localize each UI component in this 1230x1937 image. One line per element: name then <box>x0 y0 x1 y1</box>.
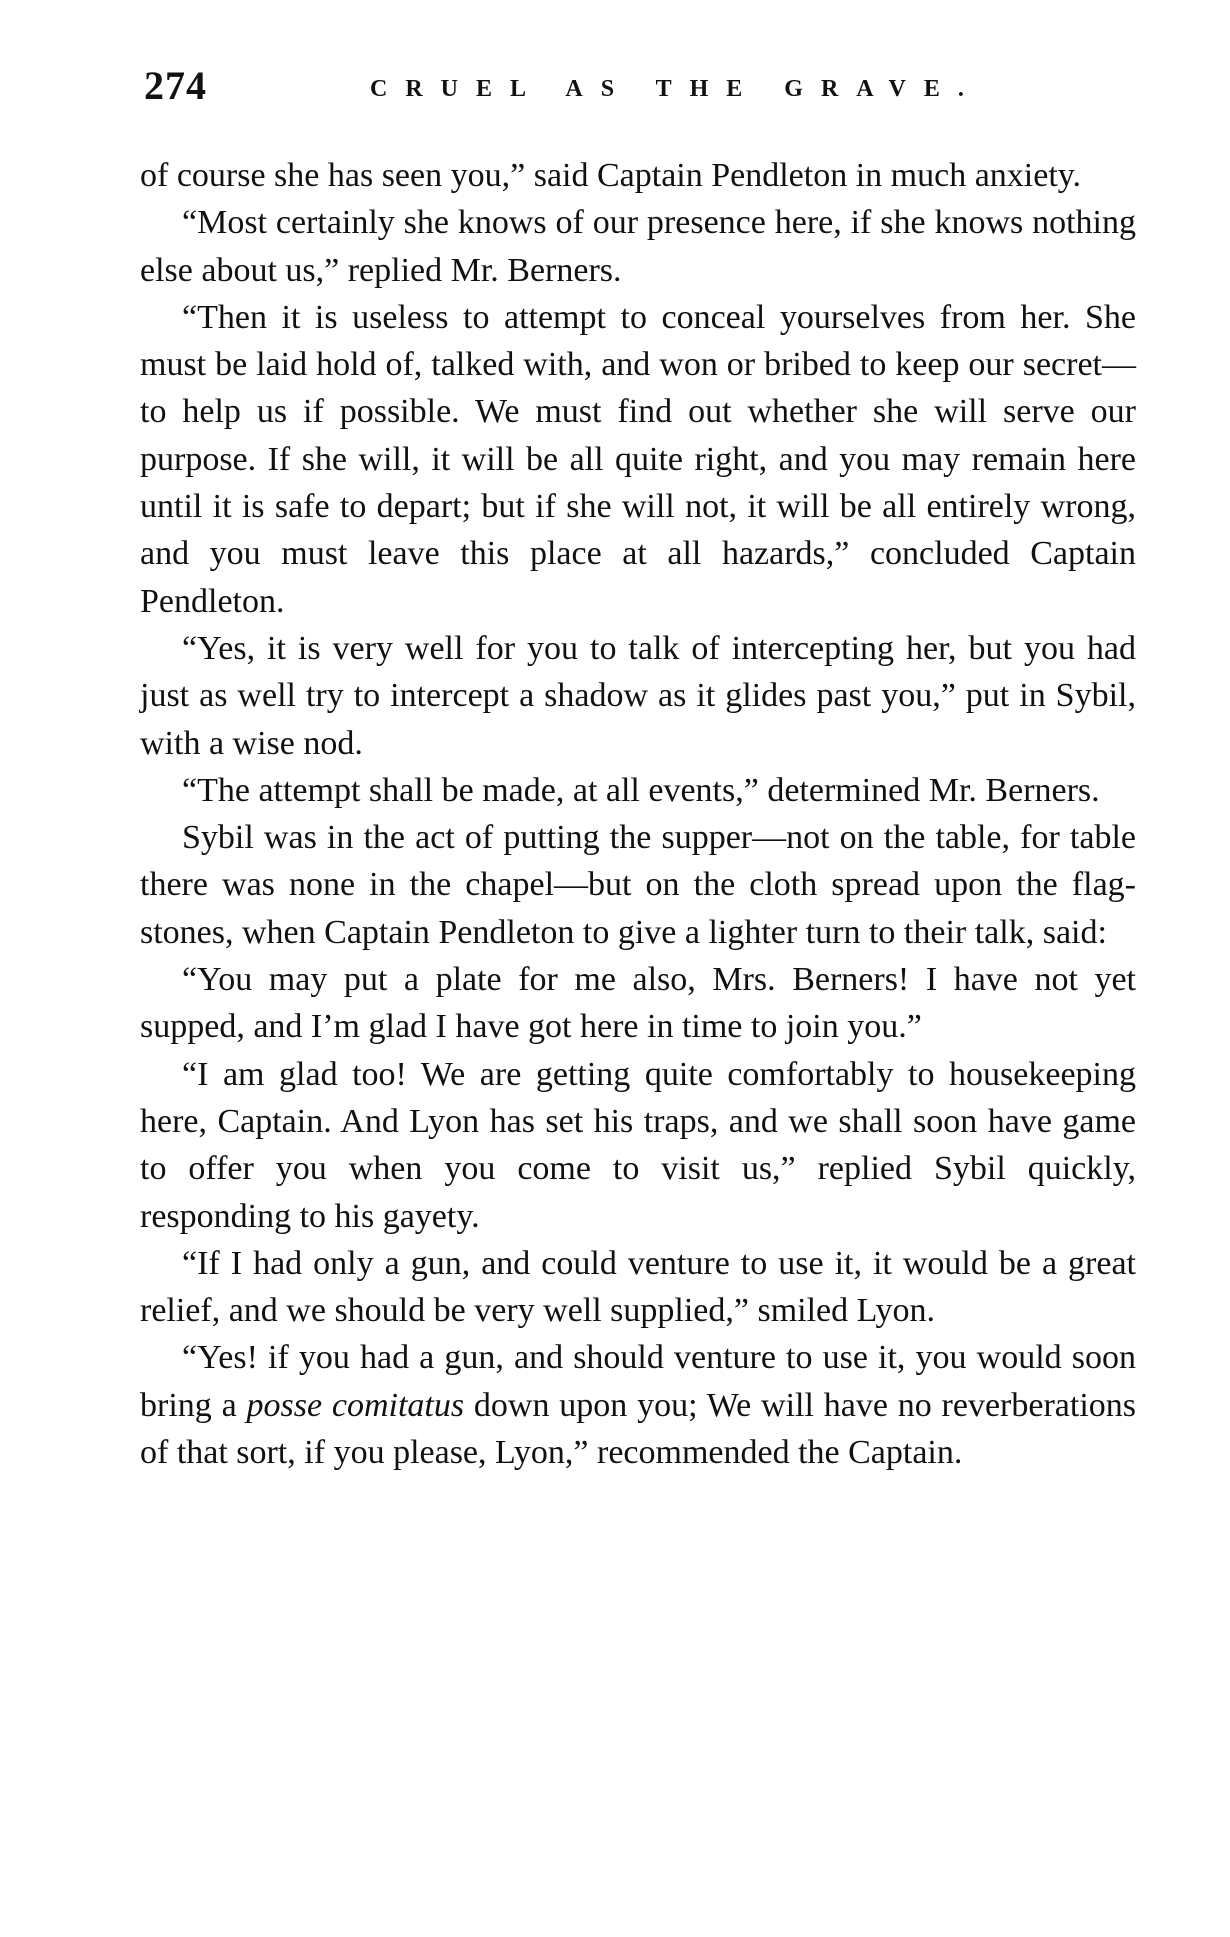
paragraph: “The attempt shall be made, at all events,” determined Mr. Berners. <box>182 771 1100 809</box>
paragraph: “You may put a plate for me also, Mrs. Berners! I have not yet supped, and I’m glad I have got here in time to join you.” <box>140 961 1136 1046</box>
paragraph-last <box>140 1334 1136 1476</box>
running-title: CRUEL AS THE GRAVE. <box>370 76 982 102</box>
paragraph-text: down upon you; We will have no reverberations of that sort, if you please, Lyon,” recommended the Captain. <box>140 1386 1137 1472</box>
page-number: 274 <box>144 63 207 108</box>
paragraph: “If I had only a gun, and could venture to use it, it would be a great relief, and we should be very well supplied,” smiled Lyon. <box>140 1244 1136 1330</box>
italic-phrase: posse comitatus <box>246 1386 465 1424</box>
paragraph: “Most certainly she knows of our presence here, if she knows nothing else about us,” replied Mr. Berners. <box>140 204 1136 289</box>
page-header <box>144 62 1140 122</box>
paragraph: “Yes, it is very well for you to talk of intercepting her, but you had just as well try to intercept a shadow as it glides past you,” put in Sybil, with a wise nod. <box>140 629 1136 762</box>
paragraph: Sybil was in the act of putting the supper—not on the table, for table there was none in the chapel—but on the cloth spread upon the flag-stones, when Captain Pendleton to give a lighter turn to their talk, said: <box>140 819 1136 951</box>
body-text <box>140 152 1136 1476</box>
paragraph: “Then it is useless to attempt to conceal yourselves from her. She must be laid hold of, talked with, and won or bribed to keep our secret—to help us if possible. We must find out whether she will serve our purpose. If she will, it will be all quite right, and you may remain here until it is safe to depart; but if she will not, it will be all entirely wrong, and you must leave this place at all hazards,” concluded Captain Pendleton. <box>140 298 1136 620</box>
paragraph: “I am glad too! We are getting quite comfortably to housekeeping here, Captain. And Lyon has set his traps, and we shall soon have game to offer you when you come to visit us,” replied Sybil quickly, responding to his gayety. <box>140 1055 1136 1235</box>
paragraph: of course she has seen you,” said Captain Pendleton in much anxiety. <box>140 157 1082 194</box>
paragraph-text: “Yes! if you had a gun, and should venture to use it, you would soon bring a <box>140 1339 1136 1424</box>
